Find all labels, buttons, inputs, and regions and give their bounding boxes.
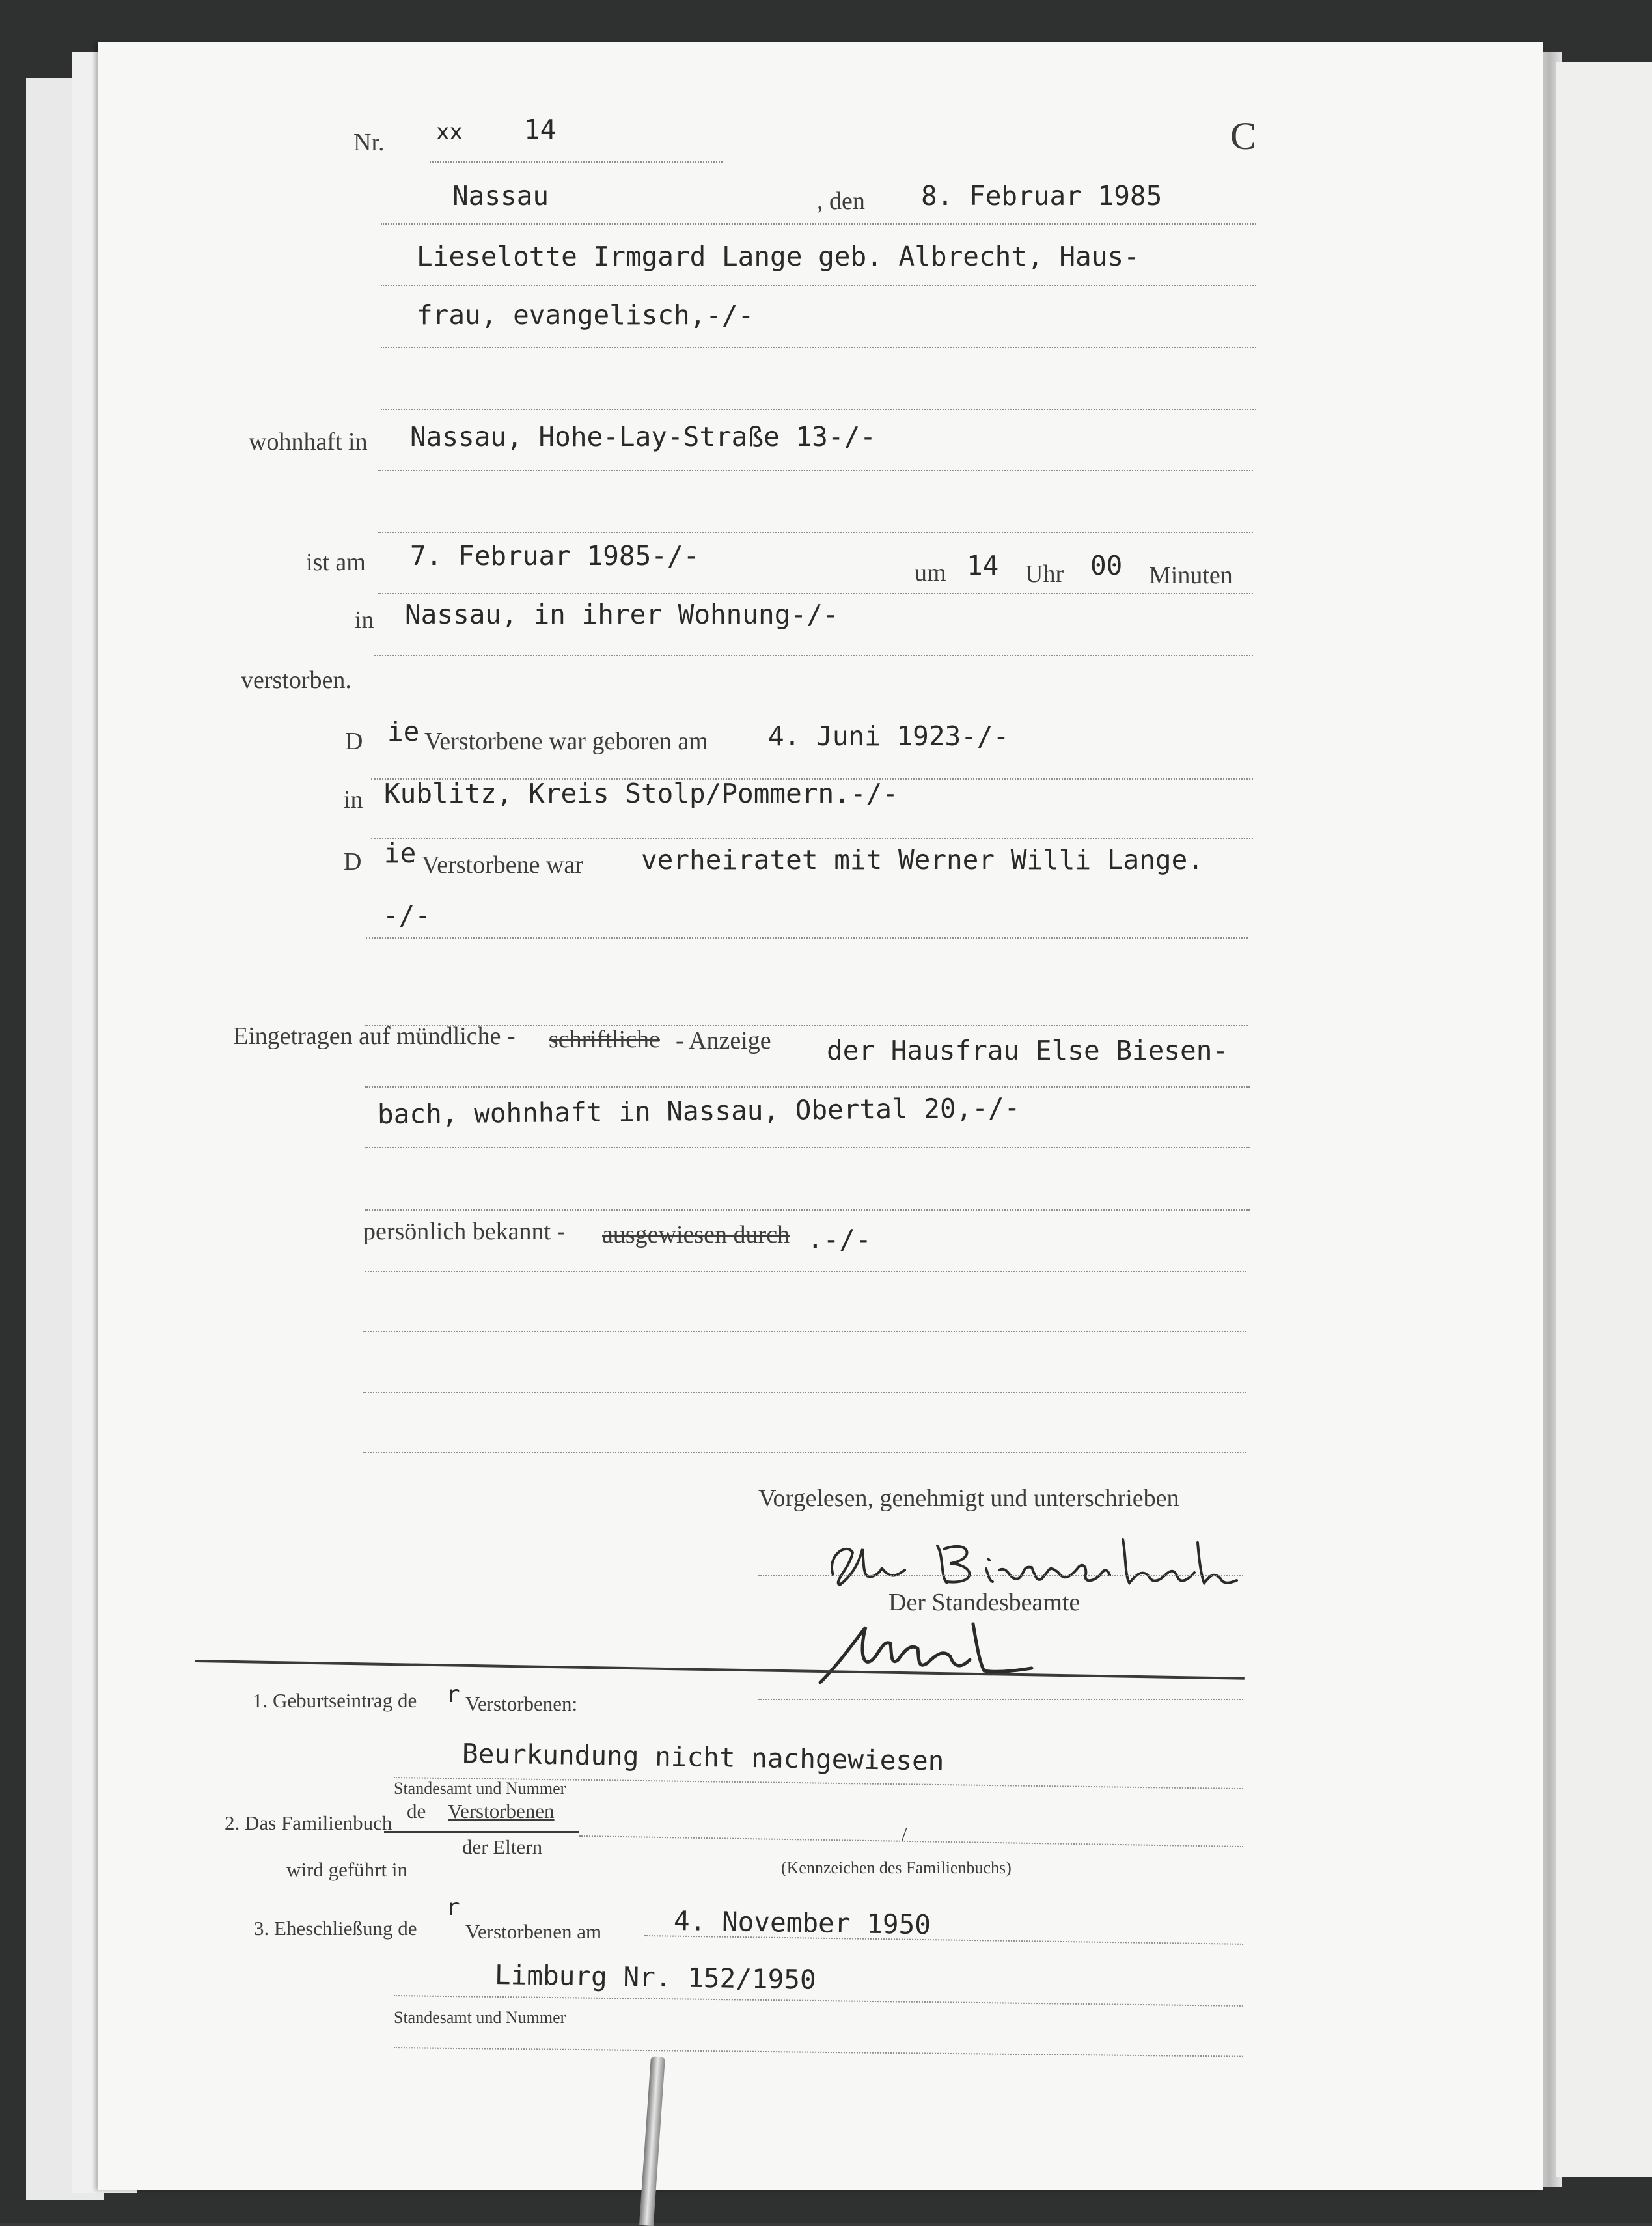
line-19	[363, 1452, 1246, 1453]
ist-am-label: ist am	[306, 549, 366, 576]
line-1	[381, 223, 1256, 225]
item2-label: 2. Das Familienbuch	[225, 1811, 392, 1834]
line-10	[371, 838, 1253, 839]
nr-label: Nr.	[353, 129, 385, 156]
birth-ie: ie	[387, 716, 420, 747]
item2-option-deceased: Verstorbenen	[448, 1800, 555, 1822]
line-2	[381, 285, 1256, 286]
birth-in-label: in	[344, 786, 363, 814]
registrar-label: Der Standesbeamte	[888, 1589, 1081, 1616]
marital-prefix: D	[344, 848, 362, 875]
line-13	[365, 1086, 1250, 1088]
item3-line-2	[394, 1995, 1243, 2007]
line-15	[365, 1209, 1250, 1211]
informant-signature-line	[758, 1575, 1243, 1576]
standesamt-caption-1: Standesamt und Nummer	[394, 1779, 566, 1798]
item2-fraction-line	[384, 1831, 579, 1833]
um-label: um	[915, 559, 946, 586]
standesamt-caption-2: Standesamt und Nummer	[394, 2008, 566, 2027]
address-value: Nassau, Hohe-Lay-Straße 13-/-	[410, 421, 876, 452]
item3-label: 3. Eheschließung de	[254, 1917, 417, 1940]
item1-value: Beurkundung nicht nachgewiesen	[461, 1738, 944, 1777]
item1-label: 1. Geburtseintrag de	[253, 1689, 417, 1712]
birth-date: 4. Juni 1923-/-	[768, 721, 1010, 752]
den-label: , den	[817, 187, 865, 215]
deceased-name-line1: Lieselotte Irmgard Lange geb. Albrecht, Haus-	[417, 241, 1140, 272]
read-approved-label: Vorgelesen, genehmigt und unterschrieben	[758, 1485, 1179, 1512]
line-14	[365, 1147, 1250, 1148]
informant-line1: der Hausfrau Else Biesen-	[827, 1035, 1229, 1066]
item3-line-3	[394, 2047, 1243, 2057]
familienbuch-caption: (Kennzeichen des Familienbuchs)	[781, 1858, 1012, 1877]
entry-struck-option: schriftliche	[549, 1026, 660, 1053]
informant-line2: bach, wohnhaft in Nassau, Obertal 20,-/-	[377, 1092, 1021, 1131]
marital-value: verheiratet mit Werner Willi Lange.	[641, 844, 1204, 875]
entry-label: Eingetragen auf mündliche -	[233, 1023, 516, 1050]
item3-line-1	[644, 1935, 1243, 1945]
item3-r: r	[446, 1894, 460, 1921]
known-value: .-/-	[807, 1224, 872, 1255]
line-8	[374, 655, 1253, 656]
marital-label: Verstorbene war	[422, 851, 583, 879]
death-hour: 14	[967, 550, 999, 581]
item2-label-2: wird geführt in	[286, 1858, 407, 1881]
birth-place: Kublitz, Kreis Stolp/Pommern.-/-	[384, 778, 898, 809]
line-18	[363, 1392, 1246, 1393]
item3-place: Limburg Nr. 152/1950	[494, 1959, 817, 1996]
death-place: Nassau, in ihrer Wohnung-/-	[405, 599, 839, 630]
registry-place: Nassau	[452, 180, 549, 212]
registrar-signature-line	[758, 1699, 1243, 1700]
facing-page	[1556, 62, 1652, 2177]
registry-date: 8. Februar 1985	[921, 180, 1163, 212]
birth-label: Verstorbene war geboren am	[424, 728, 708, 755]
line-3	[381, 347, 1256, 348]
entry-label-2: - Anzeige	[676, 1027, 771, 1054]
death-record-page	[98, 42, 1543, 2190]
in-label: in	[355, 607, 374, 634]
form-letter: C	[1230, 115, 1257, 158]
minuten-label: Minuten	[1149, 562, 1233, 589]
item2-slash: /	[902, 1822, 907, 1845]
line-17	[363, 1331, 1246, 1332]
item2-de: de	[407, 1800, 426, 1822]
deceased-name-line2: frau, evangelisch,-/-	[417, 299, 754, 331]
section-divider	[195, 1660, 1245, 1680]
item2-option-parents: der Eltern	[462, 1835, 543, 1858]
line-7	[378, 593, 1253, 594]
nr-line	[430, 161, 723, 163]
wohnhaft-label: wohnhaft in	[249, 428, 368, 456]
line-11	[366, 937, 1248, 939]
registrar-signature	[814, 1611, 1035, 1689]
item1-label-2: Verstorbenen:	[465, 1692, 578, 1715]
birth-prefix: D	[345, 728, 363, 755]
marital-continuation: -/-	[383, 900, 432, 931]
nr-value: 14	[524, 114, 557, 145]
line-5	[378, 470, 1253, 471]
death-date: 7. Februar 1985-/-	[410, 540, 700, 571]
item2-line	[579, 1835, 1243, 1847]
item3-date: 4. November 1950	[673, 1905, 931, 1941]
item3-label-2: Verstorbenen am	[465, 1920, 602, 1943]
marital-ie: ie	[384, 838, 417, 869]
verstorben-label: verstorben.	[241, 666, 351, 694]
item1-r: r	[446, 1681, 460, 1708]
line-16	[365, 1271, 1246, 1272]
line-6	[378, 532, 1253, 533]
uhr-label: Uhr	[1025, 560, 1064, 588]
line-4	[381, 409, 1256, 410]
known-struck-option: ausgewiesen durch	[602, 1221, 790, 1248]
nr-crossed-out: xx	[436, 119, 463, 145]
known-label: persönlich bekannt -	[363, 1218, 566, 1245]
death-minutes: 00	[1090, 550, 1123, 581]
